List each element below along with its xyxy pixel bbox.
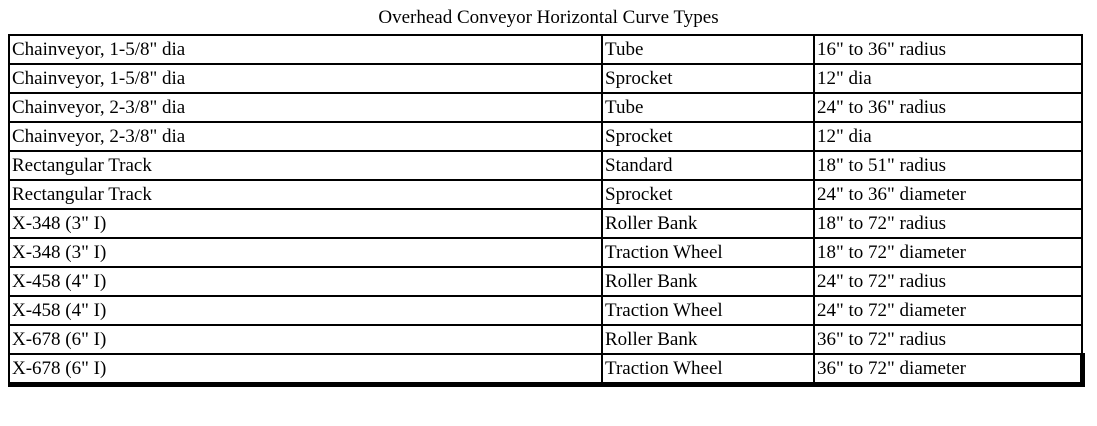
curve-method-cell: Sprocket — [602, 122, 814, 151]
conveyor-type-cell: X-458 (4" I) — [9, 296, 602, 325]
curve-range-cell: 18" to 72" radius — [814, 209, 1082, 238]
curve-range-cell: 36" to 72" radius — [814, 325, 1082, 354]
page-title: Overhead Conveyor Horizontal Curve Types — [378, 7, 719, 28]
table-row — [9, 267, 1082, 296]
curve-range-cell: 12" dia — [814, 64, 1082, 93]
table-row — [9, 325, 1082, 354]
table-row — [9, 151, 1082, 180]
table-row — [9, 93, 1082, 122]
table-row — [9, 35, 1082, 64]
conveyor-type-cell: Chainveyor, 2-3/8" dia — [9, 122, 602, 151]
curve-method-cell: Tube — [602, 93, 814, 122]
curve-range-cell: 24" to 36" diameter — [814, 180, 1082, 209]
curve-method-cell: Standard — [602, 151, 814, 180]
curve-range-cell: 16" to 36" radius — [814, 35, 1082, 64]
curve-method-cell: Traction Wheel — [602, 354, 814, 385]
table-row — [9, 238, 1082, 267]
conveyor-type-cell: X-678 (6" I) — [9, 354, 602, 385]
curve-types-table-container — [8, 34, 1085, 387]
table-row — [9, 122, 1082, 151]
conveyor-type-cell: X-348 (3" I) — [9, 209, 602, 238]
curve-range-cell: 12" dia — [814, 122, 1082, 151]
curve-method-cell: Traction Wheel — [602, 296, 814, 325]
conveyor-type-cell: X-348 (3" I) — [9, 238, 602, 267]
conveyor-type-cell: Rectangular Track — [9, 151, 602, 180]
curve-range-cell: 24" to 72" radius — [814, 267, 1082, 296]
curve-range-cell: 36" to 72" diameter — [814, 354, 1082, 385]
curve-method-cell: Sprocket — [602, 64, 814, 93]
curve-method-cell: Roller Bank — [602, 325, 814, 354]
conveyor-type-cell: Rectangular Track — [9, 180, 602, 209]
conveyor-type-cell: Chainveyor, 2-3/8" dia — [9, 93, 602, 122]
curve-range-cell: 18" to 51" radius — [814, 151, 1082, 180]
table-row — [9, 64, 1082, 93]
curve-method-cell: Sprocket — [602, 180, 814, 209]
curve-method-cell: Roller Bank — [602, 267, 814, 296]
table-row — [9, 180, 1082, 209]
curve-method-cell: Tube — [602, 35, 814, 64]
table-row — [9, 296, 1082, 325]
conveyor-type-cell: Chainveyor, 1-5/8" dia — [9, 35, 602, 64]
curve-method-cell: Traction Wheel — [602, 238, 814, 267]
curve-range-cell: 24" to 36" radius — [814, 93, 1082, 122]
conveyor-type-cell: X-678 (6" I) — [9, 325, 602, 354]
curve-method-cell: Roller Bank — [602, 209, 814, 238]
conveyor-type-cell: Chainveyor, 1-5/8" dia — [9, 64, 602, 93]
curve-types-table — [8, 34, 1085, 387]
curve-range-cell: 18" to 72" diameter — [814, 238, 1082, 267]
curve-range-cell: 24" to 72" diameter — [814, 296, 1082, 325]
conveyor-type-cell: X-458 (4" I) — [9, 267, 602, 296]
table-row — [9, 209, 1082, 238]
table-row — [9, 354, 1082, 385]
